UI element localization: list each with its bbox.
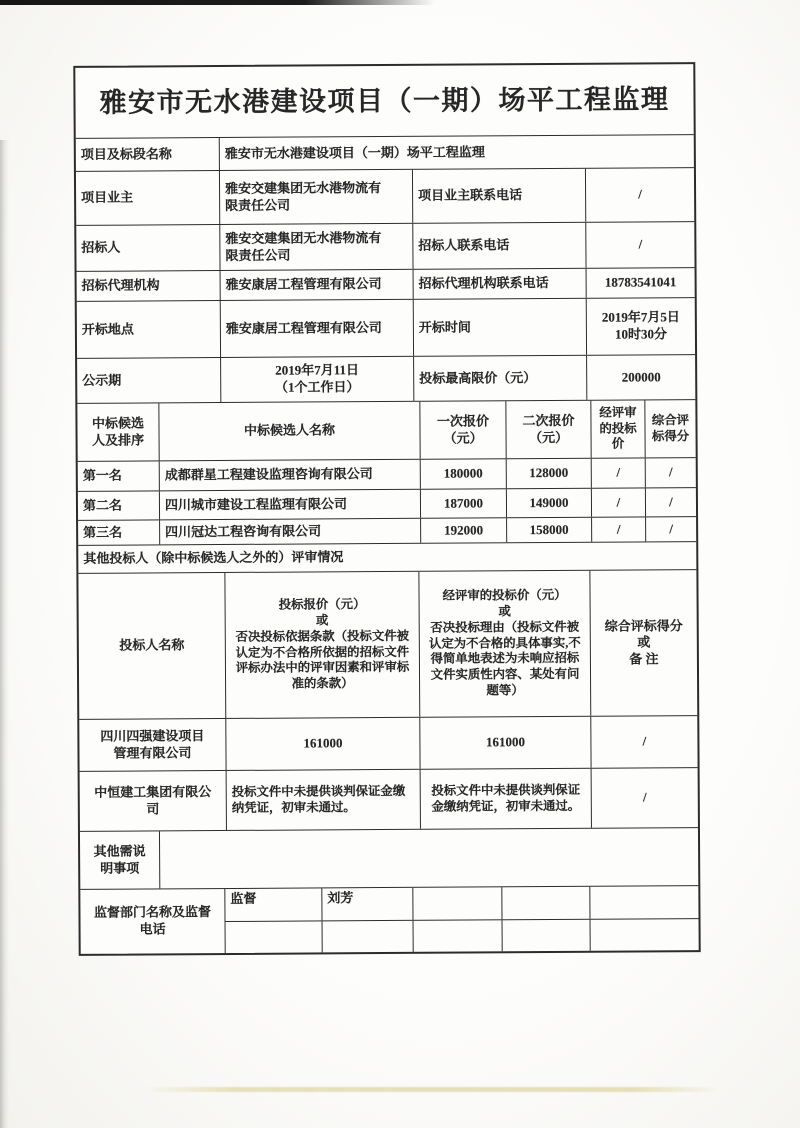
- candidate-2-price2: 149000: [507, 489, 592, 518]
- candidate-1-price2: 128000: [507, 459, 592, 489]
- supervision-cell-2-4: [503, 919, 591, 951]
- max-price-value: 200000: [621, 369, 661, 385]
- bid-result-table: [73, 62, 700, 956]
- owner-label: 项目业主: [76, 171, 220, 225]
- candidate-1-rank: 第一名: [78, 461, 160, 491]
- opening-time-value: 2019年7月5日 10时30分: [601, 309, 680, 342]
- row-project-owner: [76, 168, 694, 226]
- tenderee-phone-label: 招标人联系电话: [413, 223, 586, 269]
- candidates-price2-header: 二次报价 （元）: [506, 401, 591, 459]
- candidates-evaluated-header: 经评审 的投标 价: [591, 400, 645, 457]
- opening-time-label: 开标时间: [414, 299, 587, 356]
- owner-value: 雅安交建集团无水港物流有 限责任公司: [220, 170, 413, 224]
- bidder-1-bid: 161000: [226, 718, 420, 770]
- bidder-1-evaluated: 161000: [420, 717, 591, 769]
- publicity-period-label: 公示期: [77, 358, 221, 403]
- candidate-3-price2: 158000: [507, 518, 592, 543]
- row-bid-opening: [77, 298, 695, 359]
- bidder-name-header: 投标人名称: [78, 573, 226, 719]
- supervision-grid: [225, 886, 698, 953]
- bottom-scan-streak: [145, 1087, 720, 1092]
- candidates-name-header: 中标候选人名称: [159, 402, 420, 461]
- title-row: [75, 64, 693, 139]
- agency-phone-label: 招标代理机构联系电话: [414, 269, 587, 299]
- candidates-price1-header: 一次报价 （元）: [420, 401, 506, 459]
- bidder-1-score: /: [642, 733, 647, 749]
- tenderee-label: 招标人: [76, 225, 220, 271]
- bidder-1-name: 四川四强建设项目 管理有限公司: [79, 719, 226, 771]
- candidate-2-name: 四川城市建设工程监理有限公司: [160, 490, 421, 520]
- candidate-1-score: /: [668, 464, 673, 480]
- agency-phone-value: 18783541041: [604, 274, 677, 290]
- candidate-3-score: /: [669, 520, 673, 536]
- other-bidders-header-row: [78, 570, 697, 720]
- supervision-row: [80, 886, 698, 954]
- candidate-1-evaluated: /: [592, 458, 646, 487]
- supervision-cell-1-3: [413, 887, 502, 919]
- row-publicity-period: [77, 355, 695, 404]
- candidate-3-name: 四川冠达工程咨询有限公司: [160, 519, 421, 545]
- supervision-cell-2-2: [323, 920, 414, 952]
- candidate-row-1: [78, 458, 696, 492]
- notes-row: [80, 828, 698, 890]
- bidder-2-evaluated: 投标文件中未提供谈判保证金缴纳凭证，初审未通过。: [421, 769, 592, 829]
- row-tenderee: [76, 222, 694, 272]
- agency-value: 雅安康居工程管理有限公司: [221, 270, 414, 300]
- notes-value: [160, 828, 698, 888]
- owner-phone-label: 项目业主联系电话: [413, 169, 586, 223]
- candidates-rank-header: 中标候选 人及排序: [77, 403, 159, 460]
- tenderee-value: 雅安交建集团无水港物流有 限责任公司: [220, 224, 413, 270]
- supervision-cell-2-1: [226, 921, 323, 953]
- other-bidders-section-title: 其他投标人（除中标候选人之外的）评审情况: [83, 549, 344, 567]
- supervision-cell-1-4: [502, 887, 590, 919]
- notes-label: 其他需说 明事项: [80, 831, 160, 888]
- supervisor-name: 刘芳: [322, 888, 413, 920]
- candidates-header-row: [77, 400, 695, 462]
- publicity-period-value: 2019年7月11日 （1个工作日）: [221, 357, 414, 402]
- supervision-subrow-2: [226, 919, 699, 953]
- supervision-label: 监督部门名称及监督 电话: [80, 889, 225, 954]
- owner-phone-value: /: [638, 186, 642, 202]
- page-title: 雅安市无水港建设项目（一期）场平工程监理: [99, 83, 670, 118]
- bidder-evaluated-header: 经评审的投标价（元） 或 否决投标理由（投标文件被认定为不合格的具体事实,不得简单地表述为未响应招标文件实质性内容、某处有问题等）: [419, 571, 591, 717]
- other-bidders-section-row: [78, 542, 696, 574]
- bidder-2-score: /: [642, 789, 647, 805]
- supervision-cell-2-5: [591, 919, 699, 951]
- supervision-subrow-1: [225, 886, 698, 921]
- candidate-2-rank: 第二名: [78, 491, 160, 520]
- bidder-2-bid: 投标文件中未提供谈判保证金缴纳凭证，初审未通过。: [227, 770, 421, 830]
- project-name-value: 雅安市无水港建设项目（一期）场平工程监理: [224, 144, 485, 161]
- tenderee-phone-value: /: [638, 236, 643, 252]
- row-agency: [77, 268, 695, 302]
- candidate-2-price1: 187000: [421, 489, 507, 518]
- other-bidder-row-2: [80, 768, 698, 832]
- candidate-2-score: /: [669, 493, 673, 509]
- candidate-1-name: 成都群星工程建设监理咨询有限公司: [160, 460, 421, 491]
- candidate-row-2: [78, 488, 696, 521]
- agency-label: 招标代理机构: [77, 271, 221, 301]
- other-bidder-row-1: [79, 716, 697, 772]
- candidate-2-evaluated: /: [592, 488, 646, 516]
- candidate-3-rank: 第三名: [78, 520, 160, 545]
- left-edge-scan-shadow: [0, 140, 9, 1128]
- opening-place-value: 雅安康居工程管理有限公司: [221, 300, 414, 357]
- candidate-3-evaluated: /: [592, 517, 646, 541]
- max-price-label: 投标最高限价（元）: [414, 356, 587, 401]
- candidates-score-header: 综合评 标得分: [651, 412, 690, 443]
- row-project-name: [76, 135, 694, 172]
- supervision-cell-1-5: [590, 886, 698, 918]
- opening-place-label: 开标地点: [77, 301, 221, 358]
- supervisor-role: 监督: [225, 888, 322, 920]
- bidder-score-header: 综合评标得分 或 备 注: [604, 617, 683, 667]
- project-name-label: 项目及标段名称: [76, 138, 220, 171]
- candidate-1-price1: 180000: [421, 459, 507, 489]
- bidder-2-name: 中恒建工集团有限公 司: [80, 771, 227, 831]
- top-edge-scan-artifact: [0, 0, 435, 5]
- candidate-3-price1: 192000: [421, 518, 507, 543]
- supervision-cell-2-3: [414, 920, 503, 952]
- bidder-bid-header: 投标报价（元） 或 否决投标依据条款（投标文件被认定为不合格所依据的招标文件评标办法中的评审因素和评审标准的条款）: [225, 572, 420, 718]
- candidate-row-3: [78, 517, 696, 546]
